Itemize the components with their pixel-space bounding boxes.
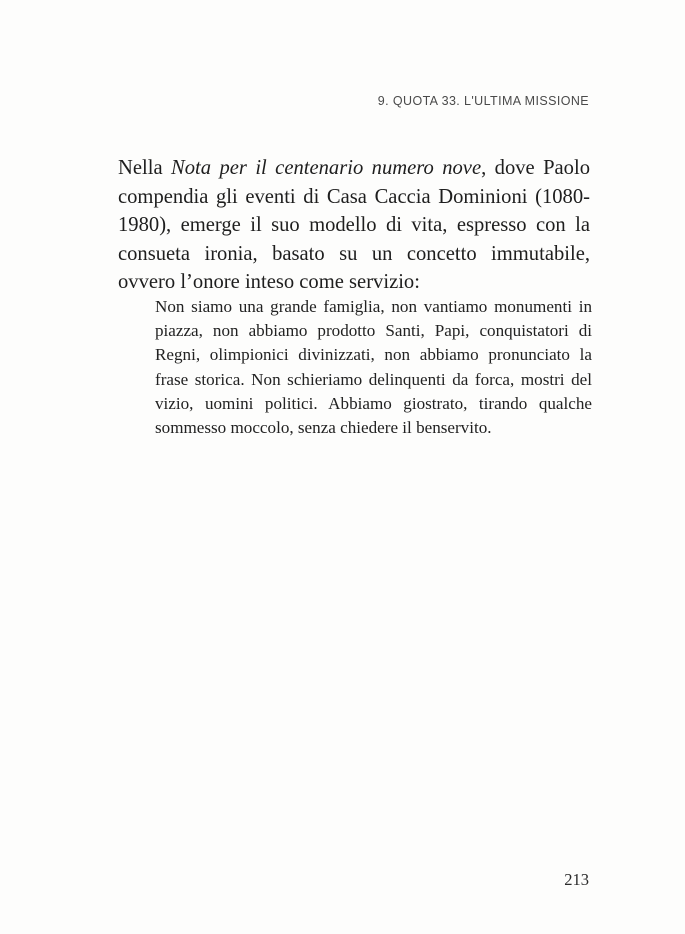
paragraph-continuation: , dove Paolo compendia gli eventi di Casa Caccia Dominioni (1080-1980), emerge il suo modello di vita, espresso con la consueta ironia, basato su un concetto immutabile, ovvero l’onore inteso come servizio: <box>118 157 590 293</box>
block-quote: Non siamo una grande famiglia, non vantiamo monumenti in piazza, non abbiamo prodotto Santi, Papi, conquistatori di Regni, olimpionici divinizzati, non abbiamo pronunciato la frase storica. Non schieriamo delinquenti da forca, mostri del vizio, uomini politici. Abbiamo giostrato, tirando qualche sommesso moccolo, senza chiedere il benservito. <box>155 297 592 438</box>
page-number: 213 <box>564 870 589 889</box>
body-paragraph <box>118 154 590 297</box>
italic-title: Nota per il centenario numero nove <box>171 157 482 179</box>
paragraph-intro: Nella <box>118 157 172 179</box>
running-head: 9. QUOTA 33. L'ULTIMA MISSIONE <box>377 94 589 108</box>
